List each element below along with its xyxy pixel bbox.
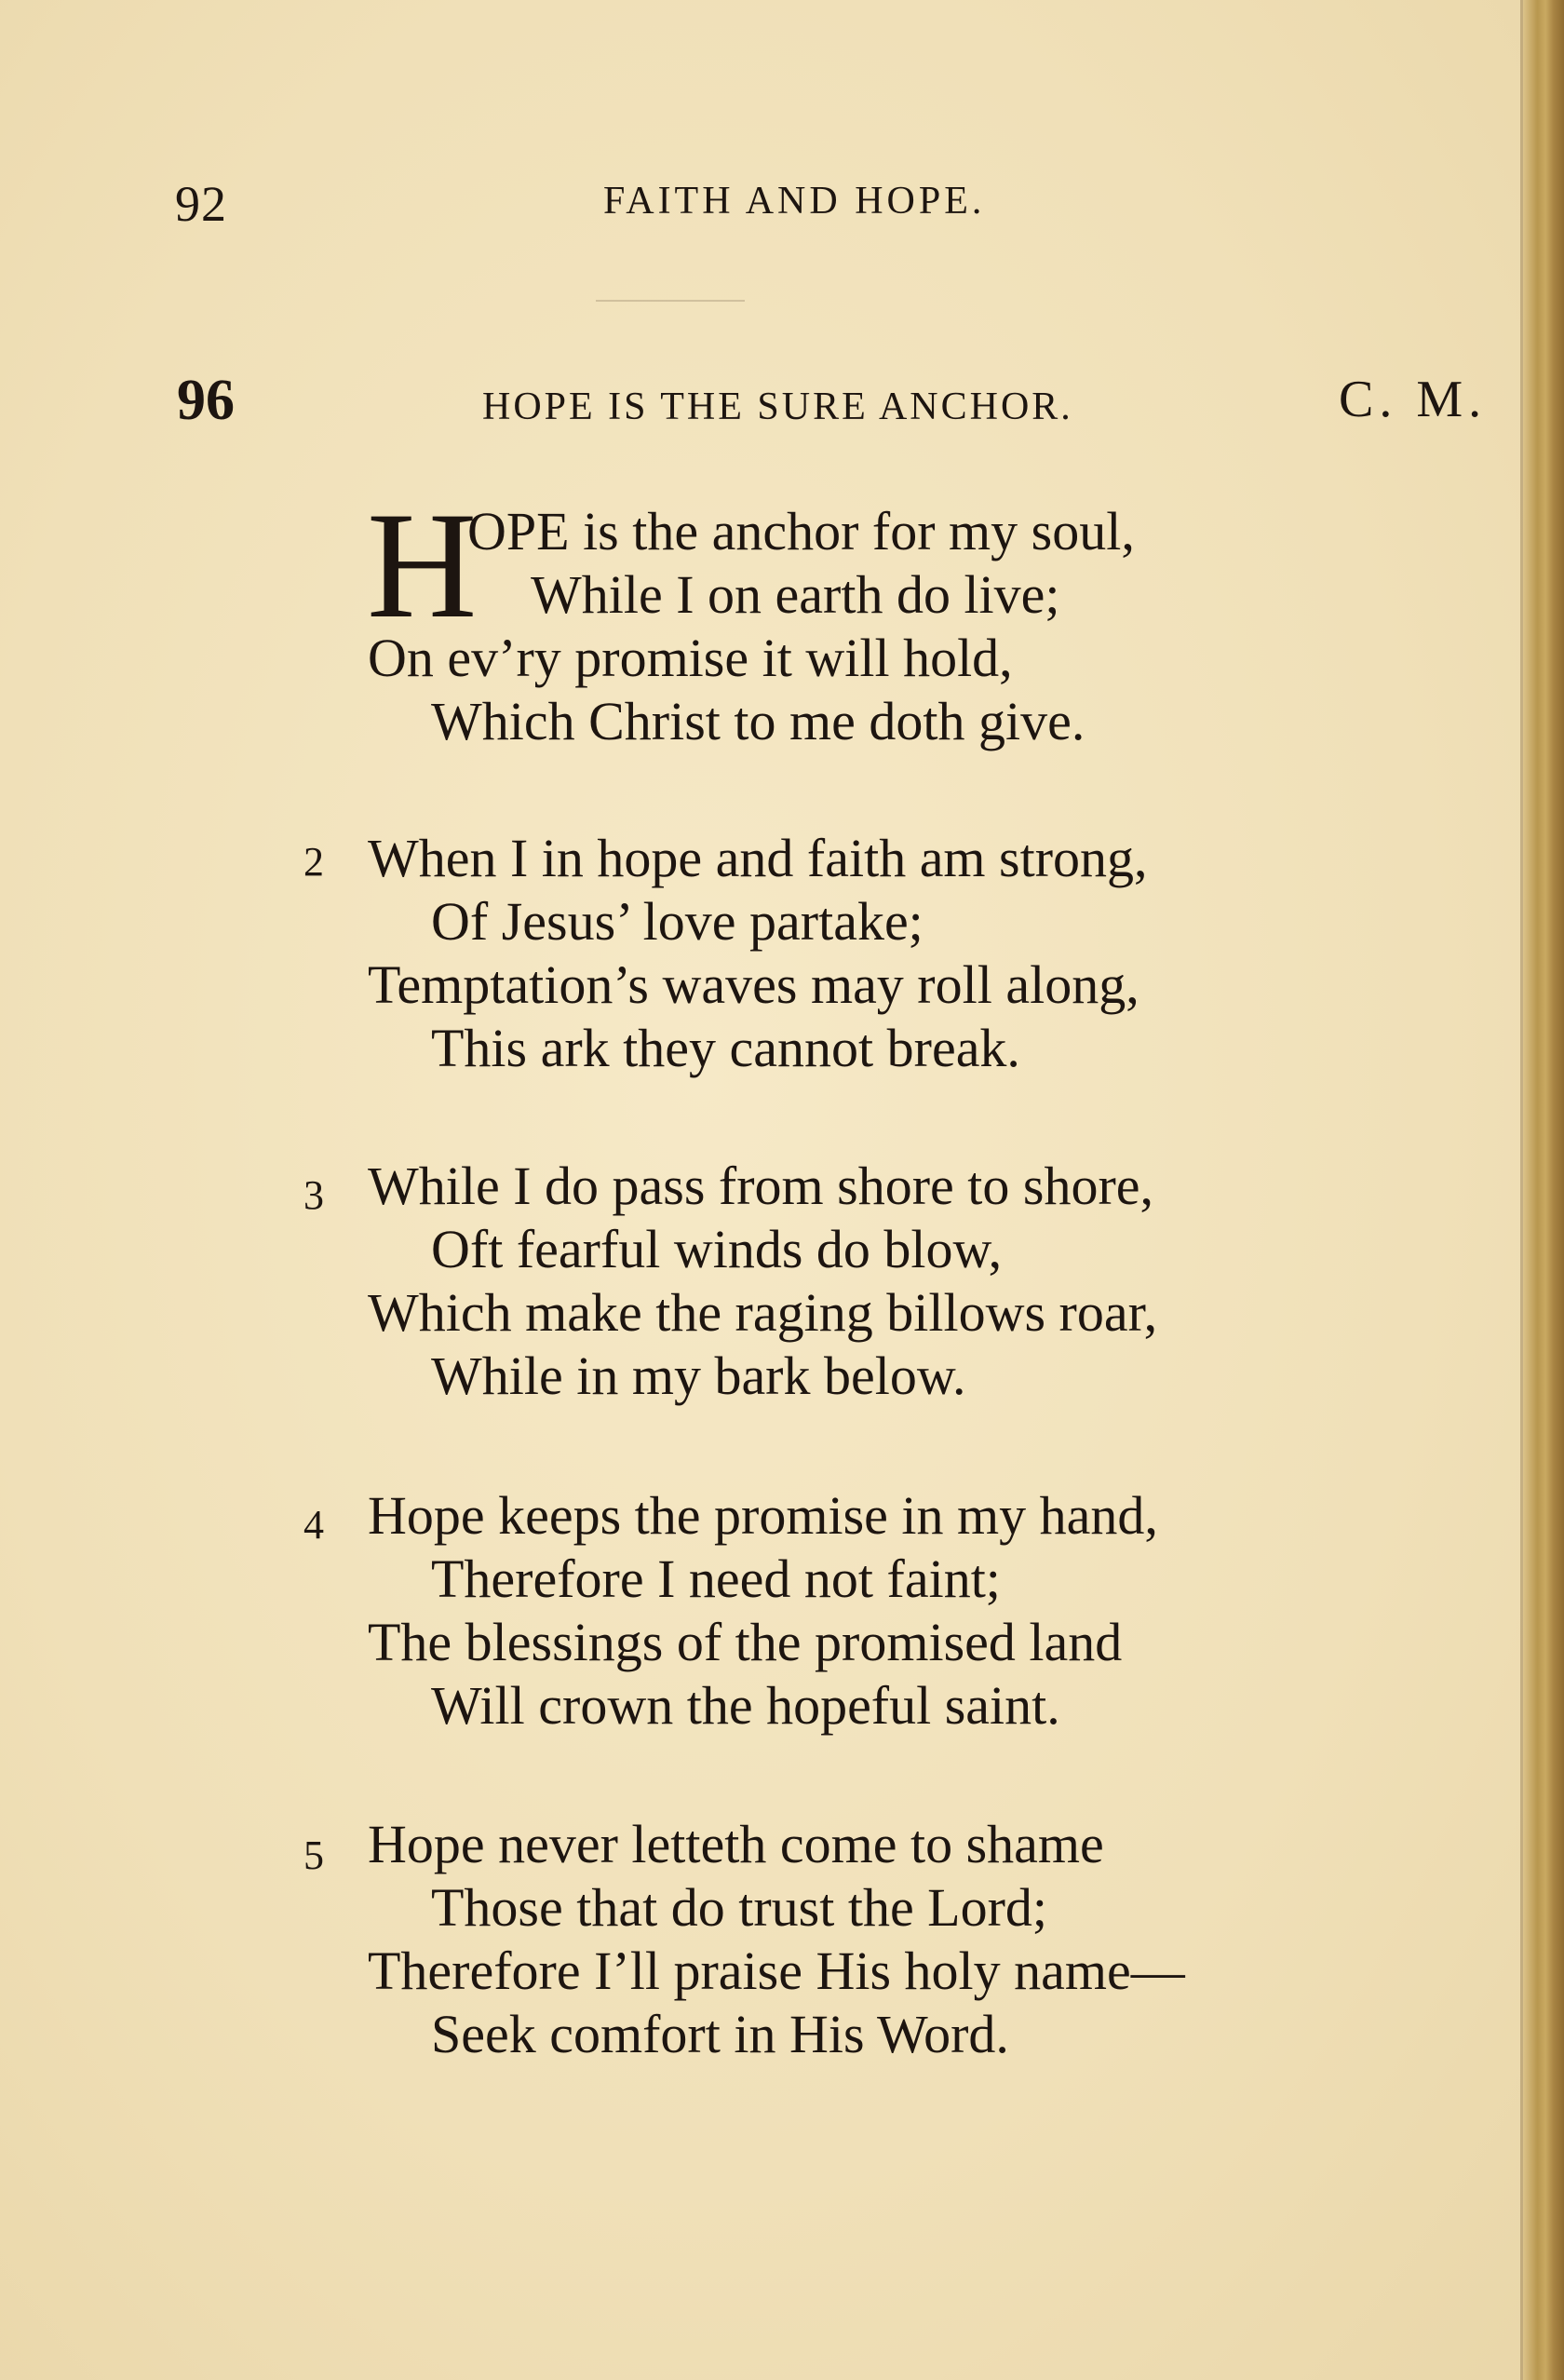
stanza-line: Oft fearful winds do blow,	[431, 1219, 1003, 1279]
page-number: 92	[175, 176, 227, 232]
stanza-line: Seek comfort in His Word.	[431, 2004, 1009, 2064]
running-head	[0, 166, 1564, 240]
stanza-line: OPE is the anchor for my soul,	[467, 501, 1135, 561]
hymn-heading	[0, 368, 1564, 452]
stanza-number: 4	[303, 1502, 324, 1548]
stanza-line: While in my bark below.	[431, 1346, 966, 1406]
stanza-line: When I in hope and faith am strong,	[368, 828, 1148, 888]
stanza-line: Will crown the hopeful saint.	[431, 1675, 1060, 1736]
stanza-line: While I on earth do live;	[531, 564, 1060, 625]
stanza-line: On ev’ry promise it will hold,	[368, 628, 1013, 688]
stanza-line: Therefore I’ll praise His holy name—	[368, 1941, 1185, 2001]
stanza-number: 2	[303, 839, 324, 885]
stanza-number: 3	[303, 1172, 324, 1218]
stanza-line: Therefore I need not faint;	[431, 1548, 1001, 1609]
drop-cap: H	[367, 481, 478, 650]
stanza-line: Of Jesus’ love partake;	[431, 891, 924, 952]
stanza-line: Hope keeps the promise in my hand,	[368, 1485, 1158, 1546]
stanza-line: This ark they cannot break.	[431, 1018, 1020, 1078]
stanza-line: The blessings of the promised land	[368, 1612, 1123, 1672]
stanza-line: Which make the raging billows roar,	[368, 1282, 1158, 1343]
stanza-line: Temptation’s waves may roll along,	[368, 954, 1139, 1015]
stanza-line: Those that do trust the Lord;	[431, 1877, 1048, 1938]
stanza-number: 5	[303, 1832, 324, 1878]
section-title: FAITH AND HOPE.	[603, 180, 986, 223]
divider-rule	[596, 300, 745, 302]
page-edge	[1523, 0, 1564, 2380]
stanza-line: Hope never letteth come to shame	[368, 1814, 1104, 1874]
hymn-title: HOPE IS THE SURE ANCHOR.	[482, 385, 1073, 428]
stanza-line: Which Christ to me doth give.	[431, 691, 1085, 751]
stanza-line: While I do pass from shore to shore,	[368, 1156, 1154, 1216]
hymn-number: 96	[177, 369, 235, 432]
hymn-meter: C. M.	[1339, 371, 1488, 428]
